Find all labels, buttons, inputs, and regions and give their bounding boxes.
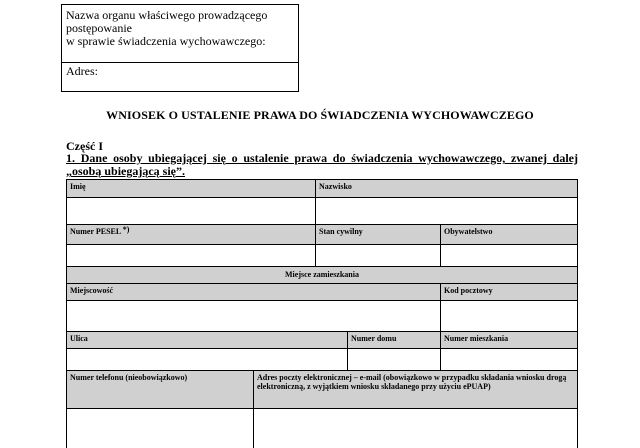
organ-name-line-1: Nazwa organu właściwego prowadzącego xyxy=(66,8,268,22)
numer-domu-label: Numer domu xyxy=(347,331,440,348)
email-field[interactable] xyxy=(253,408,578,448)
ulica-label: Ulica xyxy=(66,331,347,348)
nazwisko-label: Nazwisko xyxy=(315,179,578,197)
organ-box xyxy=(61,4,299,92)
organ-name-line-3: w sprawie świadczenia wychowawczego: xyxy=(66,34,266,48)
imie-field[interactable] xyxy=(66,197,315,224)
kod-pocztowy-field[interactable] xyxy=(440,300,578,331)
pesel-field[interactable] xyxy=(66,244,315,266)
ulica-field[interactable] xyxy=(66,348,347,370)
numer-domu-field[interactable] xyxy=(347,348,440,370)
part-heading: Część I xyxy=(66,139,103,153)
kod-pocztowy-label: Kod pocztowy xyxy=(440,283,578,300)
nazwisko-field[interactable] xyxy=(315,197,578,224)
numer-mieszkania-field[interactable] xyxy=(440,348,578,370)
telefon-label: Numer telefonu (nieobowiązkowo) xyxy=(66,370,253,408)
stan-cywilny-field[interactable] xyxy=(315,244,440,266)
miejscowosc-label: Miejscowość xyxy=(66,283,440,300)
imie-label: Imię xyxy=(66,179,315,197)
pesel-footnote-mark: *) xyxy=(122,225,130,234)
telefon-field[interactable] xyxy=(66,408,253,448)
organ-address-area[interactable] xyxy=(62,63,298,78)
pesel-label xyxy=(66,224,315,244)
organ-name-line-2: postępowanie xyxy=(66,21,132,35)
pesel-label-text: Numer PESEL xyxy=(70,227,121,236)
applicant-form xyxy=(66,179,578,448)
document-title: WNIOSEK O USTALENIE PRAWA DO ŚWIADCZENIA WYCHOWAWCZEGO xyxy=(106,108,534,122)
numer-mieszkania-label: Numer mieszkania xyxy=(440,331,578,348)
organ-name-area[interactable] xyxy=(62,5,298,63)
miejsce-zamieszkania-header: Miejsce zamieszkania xyxy=(66,266,578,283)
obywatelstwo-label: Obywatelstwo xyxy=(440,224,578,244)
obywatelstwo-field[interactable] xyxy=(440,244,578,266)
section-heading: 1. Dane osoby ubiegającej się o ustalenie prawa do świadczenia wychowawczego, zwanej dalej „osobą ubiegającą się”. xyxy=(66,151,578,178)
miejscowosc-field[interactable] xyxy=(66,300,440,331)
stan-cywilny-label: Stan cywilny xyxy=(315,224,440,244)
organ-address-label: Adres: xyxy=(66,64,98,78)
email-label: Adres poczty elektronicznej – e-mail (obowiązkowo w przypadku składania wniosku drogą elektroniczną, z wyjątkiem wniosku składanego przy użyciu ePUAP) xyxy=(253,370,578,408)
